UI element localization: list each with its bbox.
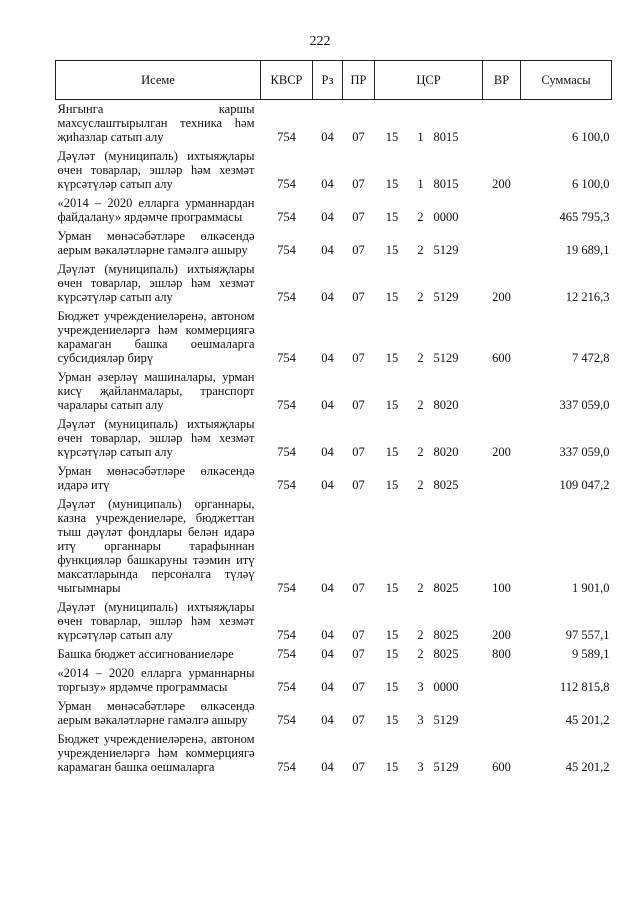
cell-pr: 07 <box>352 713 365 727</box>
header-csr: ЦСР <box>375 61 483 100</box>
cell-pr: 07 <box>352 647 365 661</box>
cell-vr: 200 <box>492 445 511 459</box>
cell-pr: 07 <box>352 398 365 412</box>
table-row <box>56 194 612 227</box>
cell-kvsr: 754 <box>277 680 296 694</box>
cell-vr: 200 <box>492 177 511 191</box>
cell-rz: 04 <box>321 628 334 642</box>
cell-kvsr: 754 <box>277 445 296 459</box>
cell-csr-code: 5129 <box>433 760 459 774</box>
cell-rz: 04 <box>321 647 334 661</box>
cell-csr-code: 8025 <box>433 478 459 492</box>
cell-kvsr: 754 <box>277 130 296 144</box>
cell-csr-program: 15 <box>385 680 399 694</box>
cell-vr: 600 <box>492 351 511 365</box>
table-row <box>56 100 612 148</box>
header-vr: ВР <box>483 61 521 100</box>
cell-name: «2014 – 2020 елларга урманнардан файдалану» ярдәмче программасы <box>57 196 255 224</box>
cell-csr-program: 15 <box>385 445 399 459</box>
cell-vr: 200 <box>492 290 511 304</box>
cell-vr: 100 <box>492 581 511 595</box>
cell-sum: 337 059,0 <box>559 398 610 412</box>
cell-pr: 07 <box>352 290 365 304</box>
cell-rz: 04 <box>321 130 334 144</box>
cell-name: Урман мөнәсәбәтләре өлкәсендә аерым вәкаләтләрне гамәлгә ашыру <box>57 699 255 727</box>
cell-rz: 04 <box>321 713 334 727</box>
cell-name: Янгынга каршы махсуслаштырылган техника һәм җиһазлар сатып алу <box>57 102 255 144</box>
cell-csr-code: 5129 <box>433 243 459 257</box>
cell-kvsr: 754 <box>277 760 296 774</box>
cell-pr: 07 <box>352 445 365 459</box>
cell-pr: 07 <box>352 628 365 642</box>
cell-name: «2014 – 2020 елларга урманнарны торгызу» ярдәмче программасы <box>57 666 255 694</box>
cell-csr-subprogram: 2 <box>417 445 424 459</box>
cell-kvsr: 754 <box>277 581 296 595</box>
table-header <box>56 61 612 100</box>
cell-csr-program: 15 <box>385 713 399 727</box>
cell-sum: 337 059,0 <box>559 445 610 459</box>
cell-csr-code: 8020 <box>433 398 459 412</box>
cell-csr-subprogram: 3 <box>417 760 424 774</box>
cell-csr-code: 8015 <box>433 177 459 191</box>
table-row <box>56 260 612 307</box>
cell-rz: 04 <box>321 760 334 774</box>
cell-name: Бюджет учреждениеләренә, автоном учреждениеләргә һәм коммерциягә карамаган башка оешмаларга субсидияләр бирү <box>57 309 255 365</box>
cell-csr-program: 15 <box>385 243 399 257</box>
cell-kvsr: 754 <box>277 177 296 191</box>
cell-csr-program: 15 <box>385 177 399 191</box>
cell-kvsr: 754 <box>277 351 296 365</box>
cell-pr: 07 <box>352 351 365 365</box>
cell-sum: 112 815,8 <box>559 680 610 694</box>
cell-csr-program: 15 <box>385 760 399 774</box>
table-row <box>56 495 612 598</box>
cell-sum: 109 047,2 <box>559 478 610 492</box>
cell-sum: 97 557,1 <box>565 628 610 642</box>
cell-pr: 07 <box>352 760 365 774</box>
cell-csr-subprogram: 2 <box>417 210 424 224</box>
cell-csr-program: 15 <box>385 351 399 365</box>
cell-csr-program: 15 <box>385 478 399 492</box>
cell-csr-code: 0000 <box>433 680 459 694</box>
cell-sum: 7 472,8 <box>572 351 610 365</box>
cell-csr-subprogram: 2 <box>417 478 424 492</box>
cell-vr <box>483 462 521 495</box>
cell-vr <box>483 664 521 697</box>
cell-name: Дәүләт (муниципаль) ихтыяҗлары өчен товарлар, эшләр һәм хезмәт күрсәтүләр сатып алу <box>57 262 255 304</box>
cell-rz: 04 <box>321 445 334 459</box>
cell-kvsr: 754 <box>277 210 296 224</box>
cell-rz: 04 <box>321 398 334 412</box>
cell-rz: 04 <box>321 351 334 365</box>
cell-csr-code: 5129 <box>433 351 459 365</box>
cell-pr: 07 <box>352 478 365 492</box>
cell-csr-subprogram: 2 <box>417 581 424 595</box>
cell-pr: 07 <box>352 680 365 694</box>
cell-kvsr: 754 <box>277 398 296 412</box>
cell-sum: 45 201,2 <box>565 713 610 727</box>
cell-csr-subprogram: 1 <box>417 177 424 191</box>
cell-name: Урман әзерләү машиналары, урман кисү җайланмалары, транспорт чаралары сатып алу <box>57 370 255 412</box>
cell-rz: 04 <box>321 680 334 694</box>
cell-vr <box>483 100 521 148</box>
cell-sum: 19 689,1 <box>565 243 610 257</box>
table-row <box>56 415 612 462</box>
cell-sum: 1 901,0 <box>572 581 610 595</box>
cell-sum: 6 100,0 <box>572 177 610 191</box>
cell-kvsr: 754 <box>277 647 296 661</box>
header-name: Исеме <box>56 61 261 100</box>
page-number: 222 <box>309 34 331 49</box>
cell-csr-code: 8025 <box>433 628 459 642</box>
cell-csr-program: 15 <box>385 290 399 304</box>
cell-vr <box>483 697 521 730</box>
cell-rz: 04 <box>321 243 334 257</box>
cell-csr-subprogram: 2 <box>417 290 424 304</box>
cell-vr: 600 <box>492 760 511 774</box>
cell-sum: 45 201,2 <box>565 760 610 774</box>
cell-csr-subprogram: 2 <box>417 647 424 661</box>
header-rz: Рз <box>313 61 343 100</box>
cell-csr-code: 8025 <box>433 581 459 595</box>
table-row <box>56 462 612 495</box>
cell-rz: 04 <box>321 478 334 492</box>
cell-csr-program: 15 <box>385 581 399 595</box>
cell-vr: 200 <box>492 628 511 642</box>
cell-sum: 465 795,3 <box>559 210 610 224</box>
cell-rz: 04 <box>321 177 334 191</box>
header-pr: ПР <box>343 61 375 100</box>
cell-pr: 07 <box>352 243 365 257</box>
cell-kvsr: 754 <box>277 713 296 727</box>
cell-sum: 6 100,0 <box>572 130 610 144</box>
header-kvsr: КВСР <box>261 61 313 100</box>
cell-rz: 04 <box>321 581 334 595</box>
table-row <box>56 730 612 777</box>
cell-csr-code: 0000 <box>433 210 459 224</box>
cell-csr-code: 8025 <box>433 647 459 661</box>
table-row <box>56 147 612 194</box>
cell-name: Урман мөнәсәбәтләре өлкәсендә аерым вәкаләтләрне гамәлгә ашыру <box>57 229 255 257</box>
cell-vr: 800 <box>492 647 511 661</box>
cell-name: Дәүләт (муниципаль) ихтыяҗлары өчен товарлар, эшләр һәм хезмәт күрсәтүләр сатып алу <box>57 600 255 642</box>
cell-name: Дәүләт (муниципаль) ихтыяҗлары өчен товарлар, эшләр һәм хезмәт күрсәтүләр сатып алу <box>57 149 255 191</box>
cell-name: Дәүләт (муниципаль) ихтыяҗлары өчен товарлар, эшләр һәм хезмәт күрсәтүләр сатып алу <box>57 417 255 459</box>
cell-csr-subprogram: 2 <box>417 398 424 412</box>
header-sum: Суммасы <box>521 61 612 100</box>
cell-csr-subprogram: 2 <box>417 243 424 257</box>
table-row <box>56 368 612 415</box>
cell-pr: 07 <box>352 177 365 191</box>
cell-pr: 07 <box>352 581 365 595</box>
budget-table <box>55 60 612 777</box>
cell-kvsr: 754 <box>277 243 296 257</box>
cell-pr: 07 <box>352 210 365 224</box>
cell-kvsr: 754 <box>277 478 296 492</box>
cell-vr <box>483 368 521 415</box>
cell-csr-subprogram: 2 <box>417 628 424 642</box>
cell-name: Бюджет учреждениеләренә, автоном учреждениеләргә һәм коммерциягә карамаган башка оешмаларга <box>57 732 255 774</box>
cell-csr-program: 15 <box>385 130 399 144</box>
cell-name: Дәүләт (муниципаль) органнары, казна учреждениеләре, бюджеттан тыш дәүләт фондлары белән идарә итү органнары тарафыннан функцияләр башкаруны тәэмин итү максатларында персоналга түләү чыгымнары <box>57 497 255 595</box>
cell-rz: 04 <box>321 210 334 224</box>
cell-csr-subprogram: 1 <box>417 130 424 144</box>
cell-sum: 9 589,1 <box>572 647 610 661</box>
cell-csr-subprogram: 2 <box>417 351 424 365</box>
cell-vr <box>483 194 521 227</box>
cell-name: Урман мөнәсәбәтләре өлкәсендә идарә итү <box>57 464 255 492</box>
cell-csr-program: 15 <box>385 398 399 412</box>
table-row <box>56 645 612 664</box>
table-row <box>56 598 612 645</box>
cell-name: Башка бюджет ассигнованиеләре <box>57 647 234 661</box>
cell-csr-program: 15 <box>385 210 399 224</box>
cell-pr: 07 <box>352 130 365 144</box>
cell-csr-code: 5129 <box>433 713 459 727</box>
table-body <box>56 100 612 778</box>
cell-csr-code: 8020 <box>433 445 459 459</box>
table-row <box>56 697 612 730</box>
cell-kvsr: 754 <box>277 628 296 642</box>
cell-csr-code: 8015 <box>433 130 459 144</box>
cell-csr-subprogram: 3 <box>417 680 424 694</box>
table-row <box>56 227 612 260</box>
cell-csr-code: 5129 <box>433 290 459 304</box>
cell-csr-program: 15 <box>385 628 399 642</box>
table-row <box>56 307 612 368</box>
cell-kvsr: 754 <box>277 290 296 304</box>
cell-rz: 04 <box>321 290 334 304</box>
cell-vr <box>483 227 521 260</box>
cell-sum: 12 216,3 <box>565 290 610 304</box>
table-row <box>56 664 612 697</box>
cell-csr-subprogram: 3 <box>417 713 424 727</box>
cell-csr-program: 15 <box>385 647 399 661</box>
